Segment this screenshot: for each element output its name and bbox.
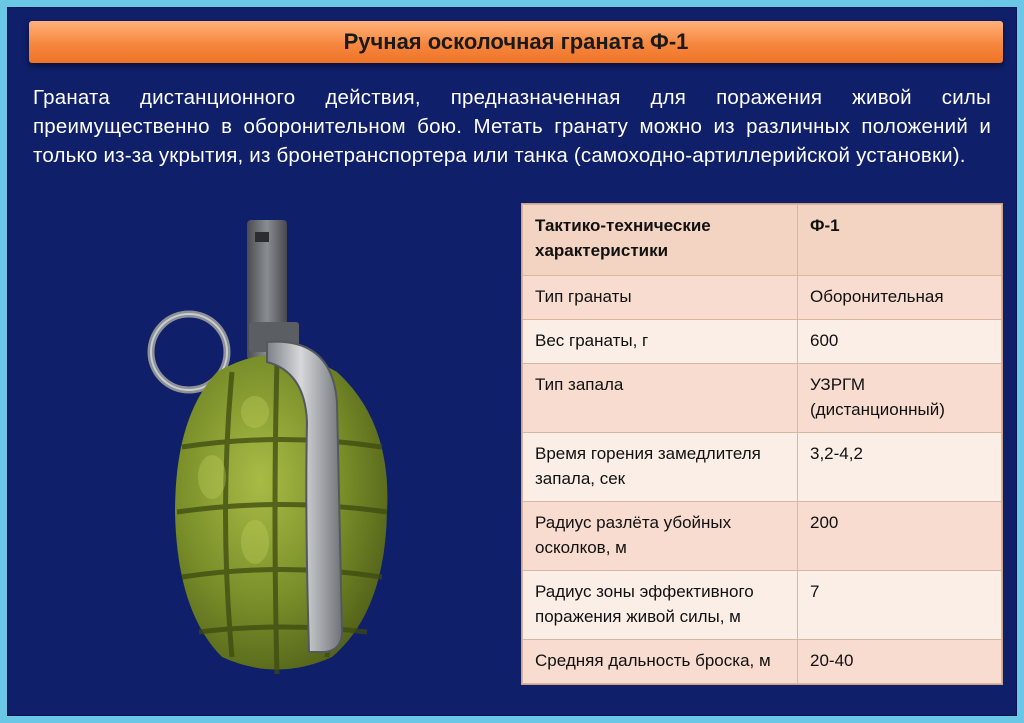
slide-title: Ручная осколочная граната Ф-1	[343, 29, 689, 54]
table-row	[523, 640, 1002, 684]
table-row	[523, 571, 1002, 640]
row-value: Оборонительная	[798, 276, 1002, 320]
table-row	[523, 433, 1002, 502]
row-label: Время горения замедлителя запала, сек	[523, 433, 798, 502]
table-row	[523, 364, 1002, 433]
row-label: Тип запала	[523, 364, 798, 433]
specs-table	[522, 204, 1002, 684]
row-value: УЗРГМ (дистанционный)	[798, 364, 1002, 433]
title-bar	[29, 21, 1003, 63]
slide	[7, 7, 1017, 716]
row-label: Радиус зоны эффективного поражения живой силы, м	[523, 571, 798, 640]
table-row	[523, 320, 1002, 364]
table-row	[523, 276, 1002, 320]
header-characteristics: Тактико-технические характеристики	[523, 205, 798, 276]
row-label: Тип гранаты	[523, 276, 798, 320]
row-value: 600	[798, 320, 1002, 364]
row-value: 20-40	[798, 640, 1002, 684]
grenade-image	[137, 212, 417, 712]
row-label: Средняя дальность броска, м	[523, 640, 798, 684]
table-row	[523, 502, 1002, 571]
intro-paragraph: Граната дистанционного действия, предназначенная для поражения живой силы преимущественно в оборонительном бою. Метать гранату можно из различных положений и только из-за укрытия, из бронетранспортера или танка (самоходно-артиллерийской установки).	[33, 86, 991, 167]
row-value: 200	[798, 502, 1002, 571]
header-model: Ф-1	[798, 205, 1002, 276]
row-label: Радиус разлёта убойных осколков, м	[523, 502, 798, 571]
row-label: Вес гранаты, г	[523, 320, 798, 364]
row-value: 7	[798, 571, 1002, 640]
table-header-row	[523, 205, 1002, 276]
row-value: 3,2-4,2	[798, 433, 1002, 502]
